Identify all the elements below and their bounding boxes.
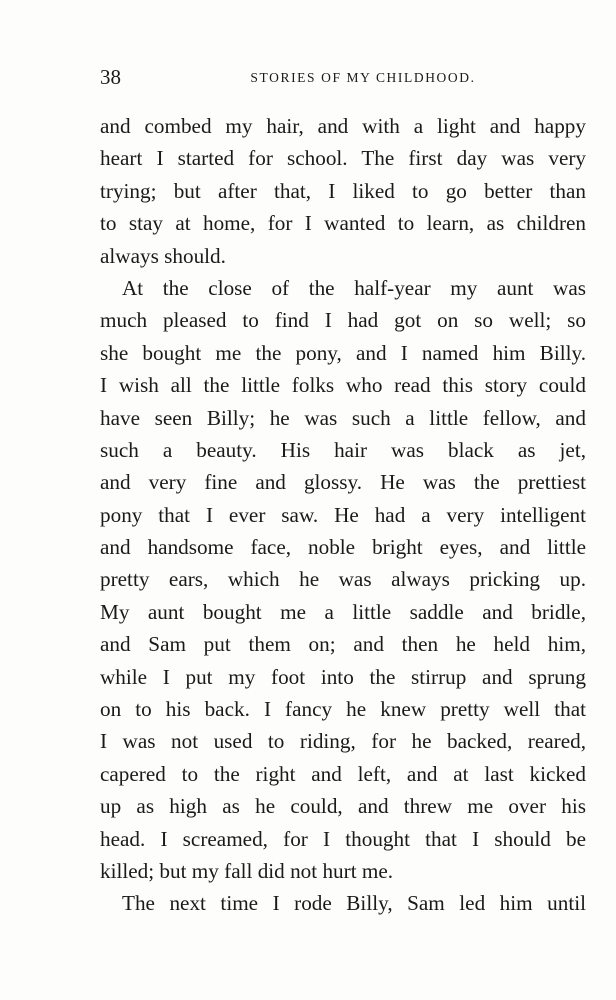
- text-line: much pleased to find I had got on so well; so: [100, 308, 586, 333]
- text-line: on to his back. I fancy he knew pretty well that: [100, 697, 586, 722]
- text-line: killed; but my fall did not hurt me.: [100, 858, 394, 883]
- text-line: I was not used to riding, for he backed, reared,: [100, 729, 586, 754]
- text-line: such a beauty. His hair was black as jet,: [100, 437, 586, 462]
- text-line: always should.: [100, 243, 226, 268]
- text-line: up as high as he could, and threw me over his: [100, 794, 586, 819]
- text-line: At the close of the half-year my aunt was: [122, 275, 586, 300]
- text-line: while I put my foot into the stirrup and sprung: [100, 664, 586, 689]
- text-line: and handsome face, noble bright eyes, and little: [100, 535, 586, 560]
- text-line: trying; but after that, I liked to go better than: [100, 178, 586, 203]
- text-line: heart I started for school. The first day was very: [100, 146, 586, 171]
- page-number: 38: [100, 65, 121, 89]
- text-line: I wish all the little folks who read this story could: [100, 373, 586, 398]
- text-line: capered to the right and left, and at last kicked: [100, 761, 586, 786]
- text-line: have seen Billy; he was such a little fellow, and: [100, 405, 586, 430]
- running-title: STORIES OF MY CHILDHOOD.: [250, 70, 476, 85]
- text-line: she bought me the pony, and I named him Billy.: [100, 340, 586, 365]
- text-line: pony that I ever saw. He had a very intelligent: [100, 502, 586, 527]
- text-line: The next time I rode Billy, Sam led him until: [122, 891, 586, 916]
- text-line: and very fine and glossy. He was the prettiest: [100, 470, 586, 495]
- text-line: pretty ears, which he was always pricking up.: [100, 567, 586, 592]
- body-text: [100, 110, 586, 920]
- text-line: head. I screamed, for I thought that I should be: [100, 826, 586, 851]
- text-line: to stay at home, for I wanted to learn, as children: [100, 211, 586, 236]
- text-line: and Sam put them on; and then he held him,: [100, 632, 586, 657]
- running-head: [100, 64, 586, 90]
- text-line: and combed my hair, and with a light and happy: [100, 114, 586, 138]
- text-line: My aunt bought me a little saddle and bridle,: [100, 599, 586, 624]
